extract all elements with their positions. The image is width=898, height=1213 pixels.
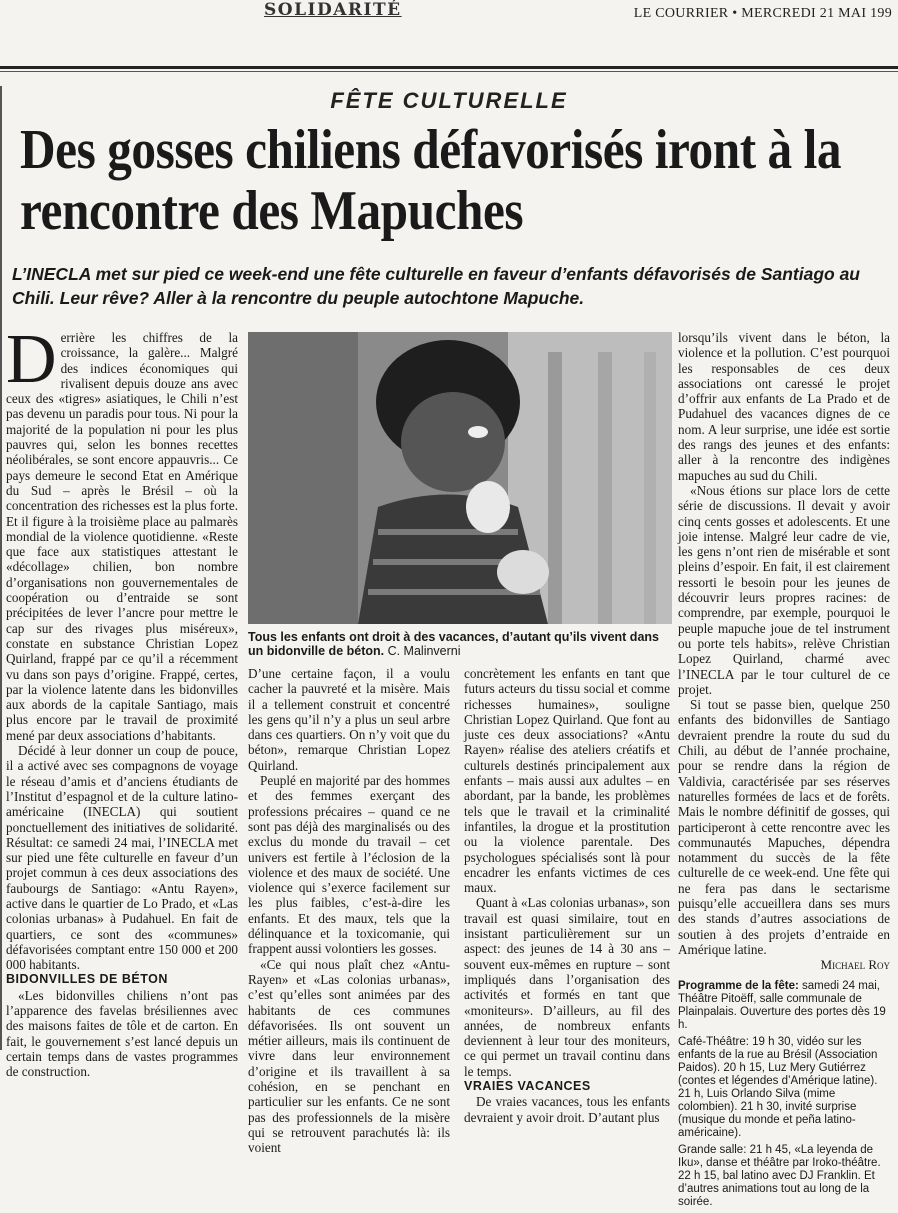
article-kicker: FÊTE CULTURELLE (330, 88, 568, 113)
programme-intro (678, 980, 890, 1032)
article-column-1 (6, 321, 238, 1080)
article-column-3 (464, 666, 670, 1125)
caption-text: Tous les enfants ont droit à des vacances, d’autant qu’ils vivent dans un bidonville de béton. (248, 630, 659, 658)
photo-credit: C. Malinverni (384, 644, 461, 658)
paragraph-text: errière les chiffres de la croissance, la galère... Malgré des indices économiques qui rivalisent depuis douze ans avec ceux des «tigres» asiatiques, le Chili n’est pas devenu un paradis pour tous. Ni pour la majorité de la population ni pour les plus pauvres qui, selon les bonnes recettes néolibérales, se sont encore appauvris... Ce pays demeure le second Etat en Amérique du Sud – après le Brésil – où la concentration des richesses est la plus forte. Et il figure à la troisième place au palmarès mondial de la violence quotidienne. «Reste que face aux statistiques attestant le «décollage» chilien, bon nombre d’organisations non gouvernementales de coopération ou d’entraide se sont précipitées de lever l’ancre pour mettre le cap sur des rivages plus miséreux», constate en substance Christian Lopez Quirland, frappé par ce qu’il a récemment vu dans son pays d’origine. Frappé, certes, par la violence latente dans les bidonvilles aux abords de la capitale Santiago, mais plus encore par le travail de proximité mené par deux associations d’habitants. (6, 330, 238, 743)
header-rule-thin (0, 71, 898, 72)
subheading: VRAIES VACANCES (464, 1079, 591, 1094)
programme-intro-text: samedi 24 mai, Théâtre Pitoëff, salle communale de Plainpalais. Ouverture des portes dès 19 h. (678, 980, 886, 1032)
article-headline: Des gosses chiliens défavorisés iront à la rencontre des Mapuches (20, 119, 842, 242)
programme-label: Programme de la fête: (678, 980, 799, 993)
paragraph: «Les bidonvilles chiliens n’ont pas l’apparence des favelas brésiliennes avec des maisons faites de tôle et de carton. En fait, le gouvernement s’est lancé depuis un certain temps dans de vastes programmes de construction. (6, 987, 238, 1080)
paragraph: Si tout se passe bien, quelque 250 enfants des bidonvilles de Santiago devraient prendre la route du sud du Chili, au début de l’année prochaine, pour se rendre dans la région de Valdivia, caractérisée par ses réserves naturelles formées de lacs et de forêts. Mais le nombre définitif de gosses, qui participeront à cette rencontre avec les communautés Mapuches, dépendra notamment du succès de la fête culturelle de ce week-end. Une fête qui ne fera pas dans le sectarisme puisqu’elle accueillera dans ses murs des stands d’autres associations de soutien à des projets d’entraide en Amérique latine. (678, 697, 890, 957)
photo-child-eating (248, 332, 672, 624)
article-column-2 (248, 666, 450, 1156)
article-column-4 (678, 330, 890, 1213)
photo-caption (248, 630, 672, 658)
article-photo (248, 332, 672, 624)
paragraph: concrètement les enfants en tant que futurs acteurs du tissu social et comme richesses humaines», souligne Christian Lopez Quirland. Que font au juste ces deux associations? «Antu Rayen» réalise des ateliers créatifs et culturels destinés principalement aux enfants – mais aussi aux adultes – en abordant, par la bande, les problèmes tels que le travail et la criminalité infantiles, la drogue et la prostitution ou la violence parentale. Des psychologues spécialisés sont là pour encadrer les enfants victimes de ces maux. (464, 666, 670, 896)
programme-grande-salle: Grande salle: 21 h 45, «La leyenda de Iku», danse et théâtre par Iroko-théâtre. 22 h 15, bal latino avec DJ Franklin. Et d’autres animations tout au long de la soirée. (678, 1144, 881, 1209)
newspaper-dateline: LE COURRIER • MERCREDI 21 MAI 199 (633, 6, 892, 21)
paragraph (6, 321, 238, 743)
paragraph: Quant à «Las colonias urbanas», son travail est quasi similaire, tout en insistant particulièrement sur un aspect: des jeunes de 14 à 30 ans – souvent eux-mêmes en rupture – sont impliqués dans l’organisation des activités et formés en tant que «moniteurs». D’ailleurs, au fil des années, de nombreux enfants deviennent à leur tour des moniteurs, ce qui permet un travail continu dans le temps. (464, 895, 670, 1079)
page-margin-line (0, 86, 2, 1050)
drop-cap: D (6, 321, 57, 398)
subheading: BIDONVILLES DE BÉTON (6, 972, 168, 987)
author-signature: Michael Roy (820, 957, 890, 973)
paragraph: De vraies vacances, tous les enfants devraient y avoir droit. D’autant plus (464, 1094, 670, 1125)
programme-cafe-theatre: Café-Théâtre: 19 h 30, vidéo sur les enfants de la rue au Brésil (Association Paidos). 20 h 15, Luz Mery Gutiérrez (contes et légendes d’Amérique latine). 21 h, Luis Orlando Silva (mime colombien). 21 h 30, invité surprise (musique du monde et peña latino-américaine). (678, 1036, 878, 1140)
paragraph: «Ce qui nous plaît chez «Antu-Rayen» et «Las colonias urbanas», c’est qu’elles sont animées par des habitants de ces communes défavorisées. Ils ont souvent un métier ailleurs, mais ils continuent de vivre dans leur environnement d’origine et ils travaillent à sa cohésion, en se penchant en particulier sur les enfants. Ce ne sont pas des professionnels de la misère qui se retrouvent parachutés là: ils voient (248, 956, 450, 1156)
section-title: SOLIDARITÉ (264, 0, 402, 20)
paragraph: «Nous étions sur place lors de cette série de discussions. Il devait y avoir cinq cents gosses et adolescents. Et une joie intense. Malgré leur cadre de vie, les gens n’ont rien de misérable et sont pleins d’espoir. En fait, il est clairement ressorti le besoin pour les jeunes de découvrir leurs propres racines: de comprendre, par exemple, pourquoi le peuple mapuche joue de tel instrument ou porte tels habits», relève Christian Lopez Quirland, charmé avec l’INECLA par le tour culturel de ce projet. (678, 482, 890, 697)
paragraph: lorsqu’ils vivent dans le béton, la violence et la pollution. C’est pourquoi les responsables de ces deux associations ont caressé le projet d’offrir aux enfants de La Prado et de Pudahuel des vacances dignes de ce nom. A leur surprise, une idée est sortie des rangs des jeunes et des enfants: aller à la rencontre des indigènes mapuches au sud du Chili. (678, 330, 890, 483)
article-standfirst: L’INECLA met sur pied ce week-end une fête culturelle en faveur d’enfants défavorisés de Santiago au Chili. Leur rêve? Aller à la rencontre du peuple autochtone Mapuche. (12, 264, 860, 308)
header-rule (0, 66, 898, 69)
paragraph: Décidé à leur donner un coup de pouce, il a activé avec ses compagnons de voyage le réseau d’amis et d’anciens étudiants de l’Institut d’espagnol et de la culture latino-américaine (INECLA) qui soutient ponctuellement des initiatives de solidarité. Résultat: ce samedi 24 mai, l’INECLA met sur pied une fête culturelle en faveur d’un projet commun à ces deux associations des faubourgs de Santiago: «Antu Rayen», active dans le quartier de Lo Prado, et «Las colonias urbanas» à Pudahuel. En fait de quartiers, ce sont des «communes» défavorisées comptant entre 150 000 et 200 000 habitants. (6, 743, 238, 973)
paragraph: Peuplé en majorité par des hommes et des femmes exerçant des professions précaires – quand ce ne sont pas déjà des marginalisés ou des exclus du monde du travail – cet univers est fertile à l’éclosion de la violence et des maux de société. Une violence qui s’exerce facilement sur les plus faibles, c’est-à-dire les enfants. Et des maux, tels que la délinquance et la toxicomanie, qui frappent aussi volontiers les gosses. (248, 773, 450, 957)
event-programme (678, 980, 890, 1209)
paragraph: D’une certaine façon, il a voulu cacher la pauvreté et la misère. Mais il a tellement construit et concentré les gens qu’il n’y a plus un seul arbre dans ces quartiers. On n’y voit que du béton», remarque Christian Lopez Quirland. (248, 666, 450, 773)
